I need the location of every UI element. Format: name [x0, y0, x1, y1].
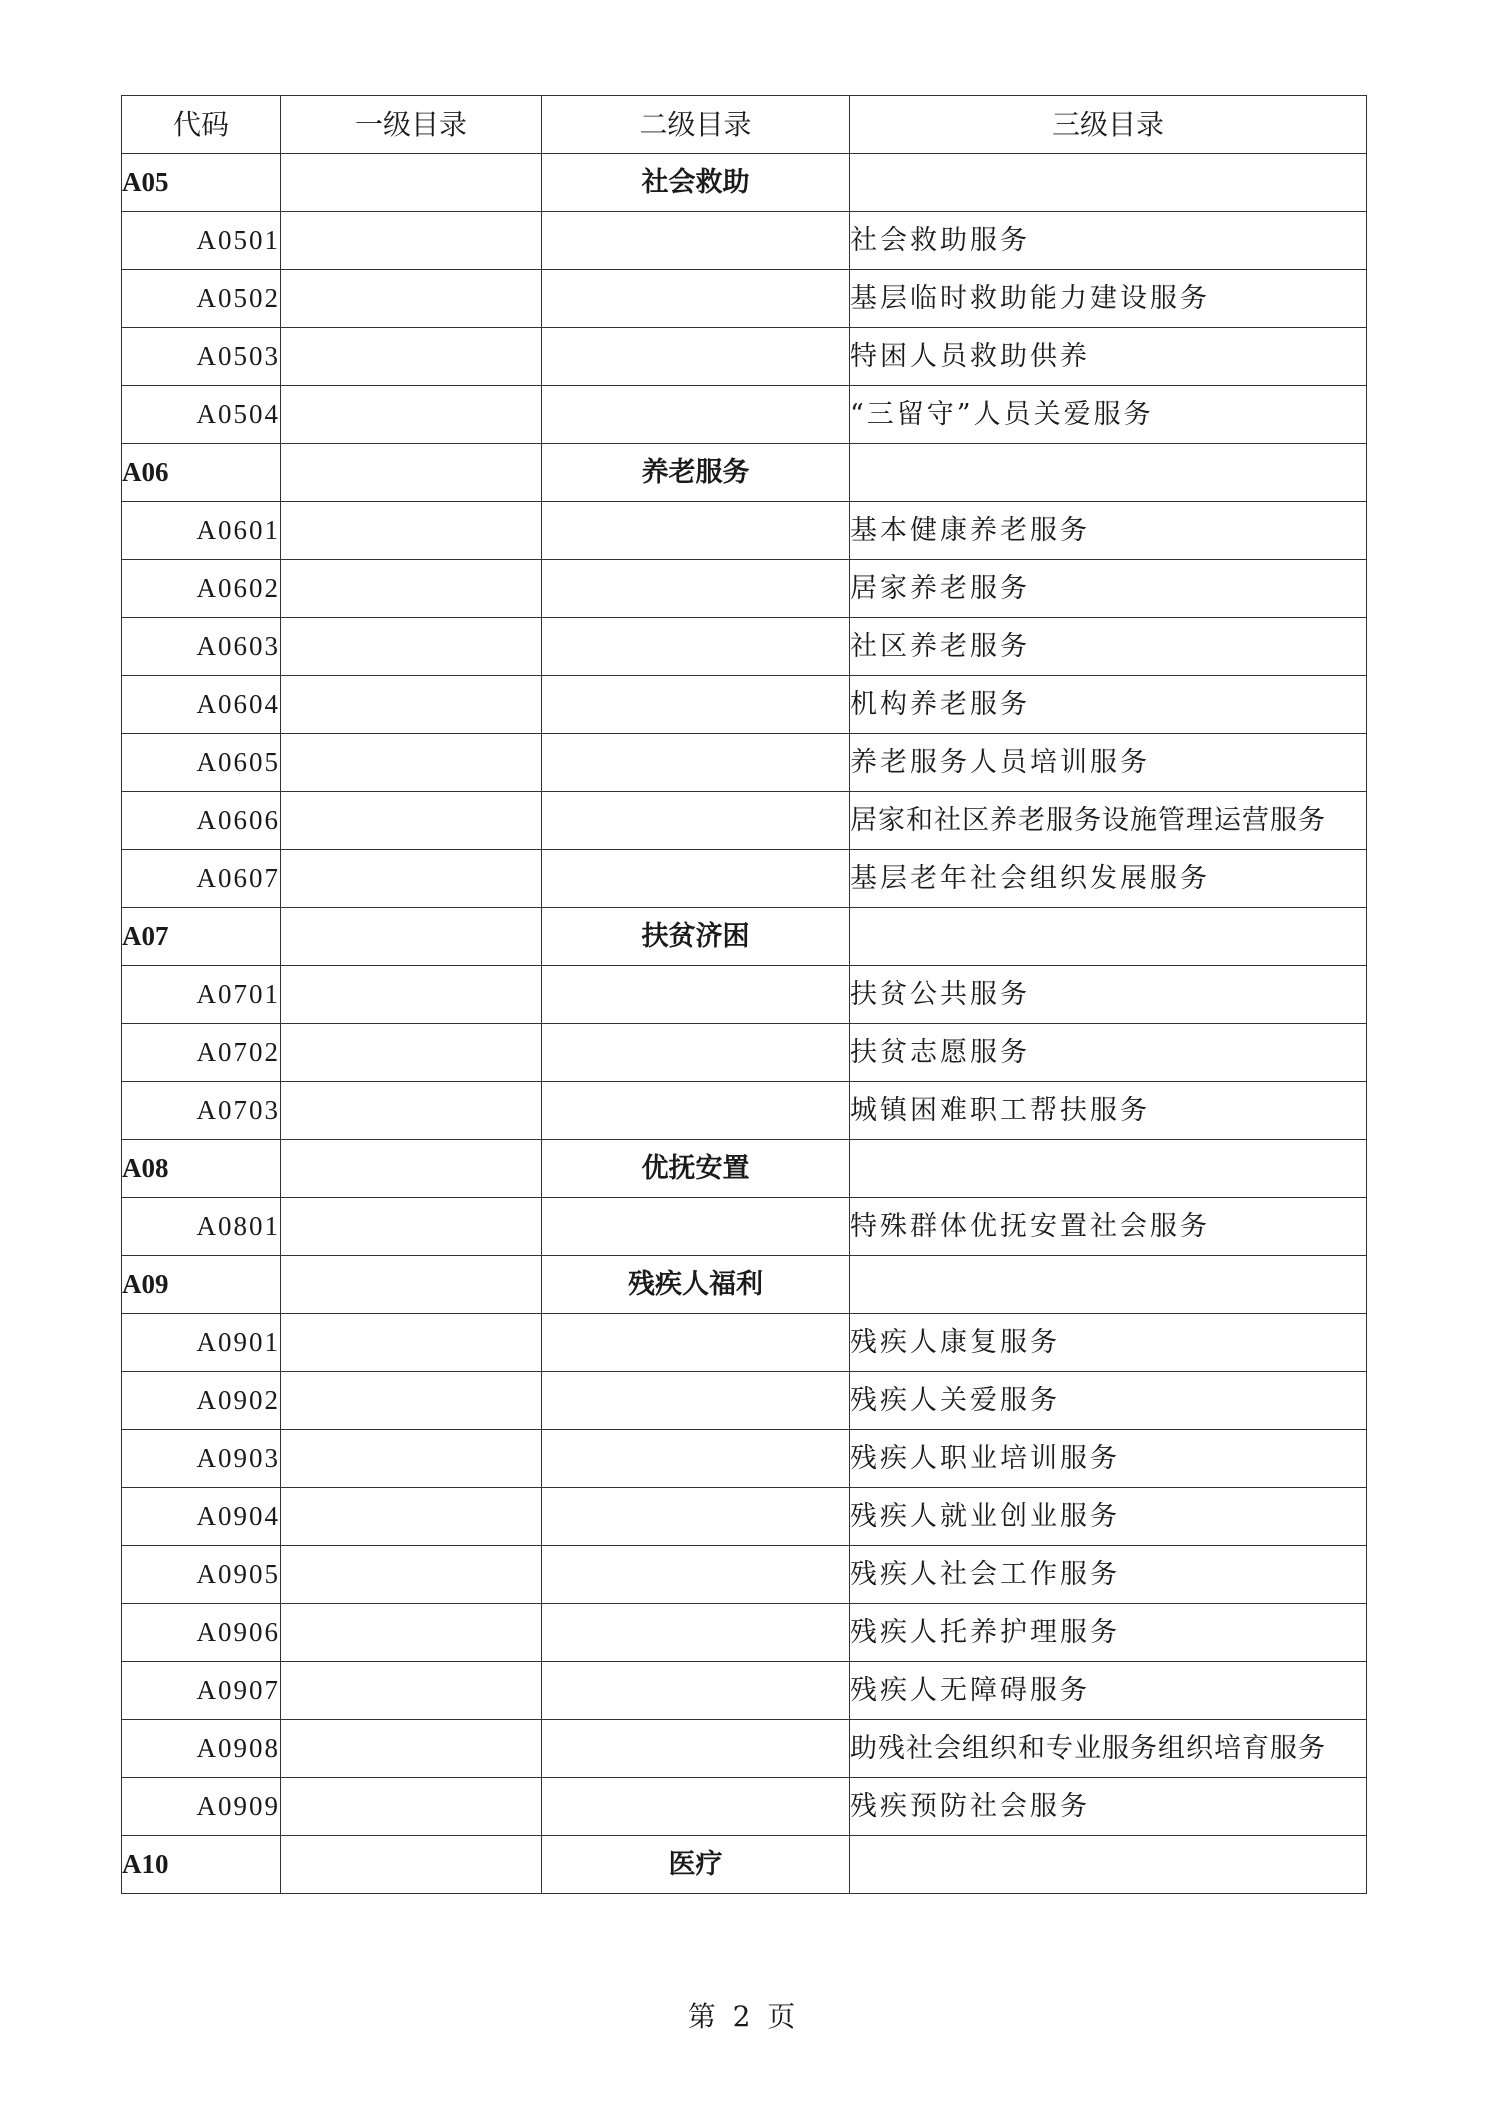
level3-cell: 基本健康养老服务 [850, 502, 1367, 560]
header-code: 代码 [122, 96, 281, 154]
level3-cell: 特殊群体优抚安置社会服务 [850, 1198, 1367, 1256]
code-cell: A0908 [122, 1720, 281, 1778]
level3-cell: 基层老年社会组织发展服务 [850, 850, 1367, 908]
level1-cell [281, 1198, 542, 1256]
level1-cell [281, 270, 542, 328]
level3-cell: 残疾人职业培训服务 [850, 1430, 1367, 1488]
code-cell: A0901 [122, 1314, 281, 1372]
level1-cell [281, 676, 542, 734]
code-cell: A09 [122, 1256, 281, 1314]
level2-cell [542, 1720, 850, 1778]
level1-cell [281, 1662, 542, 1720]
level1-cell [281, 386, 542, 444]
level3-cell: 残疾人康复服务 [850, 1314, 1367, 1372]
level1-cell [281, 1546, 542, 1604]
level2-cell [542, 1082, 850, 1140]
level1-cell [281, 1314, 542, 1372]
level3-cell: 助残社会组织和专业服务组织培育服务 [850, 1720, 1367, 1778]
level2-cell [542, 1024, 850, 1082]
level2-cell [542, 1430, 850, 1488]
category-row [122, 1140, 1367, 1198]
level3-cell: 特困人员救助供养 [850, 328, 1367, 386]
code-cell: A0601 [122, 502, 281, 560]
level2-cell [542, 270, 850, 328]
code-cell: A0603 [122, 618, 281, 676]
level3-cell: 社区养老服务 [850, 618, 1367, 676]
level1-cell [281, 212, 542, 270]
table-row [122, 502, 1367, 560]
code-cell: A0607 [122, 850, 281, 908]
level3-cell: 残疾预防社会服务 [850, 1778, 1367, 1836]
level2-cell [542, 1372, 850, 1430]
table-row [122, 1024, 1367, 1082]
level3-cell [850, 1256, 1367, 1314]
level1-cell [281, 966, 542, 1024]
table-row [122, 1546, 1367, 1604]
table-row [122, 850, 1367, 908]
level1-cell [281, 908, 542, 966]
code-cell: A0906 [122, 1604, 281, 1662]
table-row [122, 1604, 1367, 1662]
level1-cell [281, 1024, 542, 1082]
code-cell: A0902 [122, 1372, 281, 1430]
table-row [122, 792, 1367, 850]
level1-cell [281, 154, 542, 212]
level3-cell: 扶贫志愿服务 [850, 1024, 1367, 1082]
code-cell: A05 [122, 154, 281, 212]
level1-cell [281, 1256, 542, 1314]
table-row [122, 270, 1367, 328]
level2-cell [542, 676, 850, 734]
level2-cell [542, 734, 850, 792]
level1-cell [281, 1488, 542, 1546]
table-row [122, 212, 1367, 270]
level1-cell [281, 1778, 542, 1836]
catalog-table [121, 95, 1367, 1894]
level3-cell: 居家和社区养老服务设施管理运营服务 [850, 792, 1367, 850]
level1-cell [281, 792, 542, 850]
level1-cell [281, 734, 542, 792]
level1-cell [281, 1082, 542, 1140]
level1-cell [281, 502, 542, 560]
code-cell: A08 [122, 1140, 281, 1198]
header-row [122, 96, 1367, 154]
table-row [122, 1198, 1367, 1256]
level3-cell: 基层临时救助能力建设服务 [850, 270, 1367, 328]
level2-cell [542, 1314, 850, 1372]
level3-cell: 扶贫公共服务 [850, 966, 1367, 1024]
level3-cell: 居家养老服务 [850, 560, 1367, 618]
table-row [122, 618, 1367, 676]
header-level3: 三级目录 [850, 96, 1367, 154]
level3-cell: 残疾人关爱服务 [850, 1372, 1367, 1430]
table-row [122, 1430, 1367, 1488]
level2-cell [542, 560, 850, 618]
code-cell: A0502 [122, 270, 281, 328]
table-row [122, 734, 1367, 792]
code-cell: A0703 [122, 1082, 281, 1140]
category-row [122, 1256, 1367, 1314]
level2-cell [542, 1604, 850, 1662]
code-cell: A0503 [122, 328, 281, 386]
code-cell: A0903 [122, 1430, 281, 1488]
level2-cell [542, 1488, 850, 1546]
level1-cell [281, 1720, 542, 1778]
category-row [122, 444, 1367, 502]
table-row [122, 1314, 1367, 1372]
table-row [122, 328, 1367, 386]
level3-cell: “三留守”人员关爱服务 [850, 386, 1367, 444]
level3-cell [850, 1836, 1367, 1894]
code-cell: A0602 [122, 560, 281, 618]
level3-cell: 残疾人就业创业服务 [850, 1488, 1367, 1546]
level2-cell: 优抚安置 [542, 1140, 850, 1198]
code-cell: A0909 [122, 1778, 281, 1836]
table-row [122, 1720, 1367, 1778]
level1-cell [281, 328, 542, 386]
code-cell: A0605 [122, 734, 281, 792]
level1-cell [281, 618, 542, 676]
header-level2: 二级目录 [542, 96, 850, 154]
level2-cell [542, 1778, 850, 1836]
table-row [122, 1662, 1367, 1720]
level1-cell [281, 1372, 542, 1430]
level1-cell [281, 1604, 542, 1662]
level1-cell [281, 1430, 542, 1488]
table-row [122, 1372, 1367, 1430]
level2-cell [542, 618, 850, 676]
level1-cell [281, 850, 542, 908]
level3-cell: 残疾人托养护理服务 [850, 1604, 1367, 1662]
level2-cell: 养老服务 [542, 444, 850, 502]
code-cell: A07 [122, 908, 281, 966]
code-cell: A0702 [122, 1024, 281, 1082]
code-cell: A0504 [122, 386, 281, 444]
code-cell: A0501 [122, 212, 281, 270]
level3-cell [850, 444, 1367, 502]
level2-cell: 扶贫济困 [542, 908, 850, 966]
level2-cell [542, 1198, 850, 1256]
level2-cell [542, 792, 850, 850]
level2-cell [542, 850, 850, 908]
table-row [122, 676, 1367, 734]
code-cell: A0801 [122, 1198, 281, 1256]
level2-cell [542, 966, 850, 1024]
code-cell: A06 [122, 444, 281, 502]
level2-cell [542, 1662, 850, 1720]
table-row [122, 966, 1367, 1024]
level2-cell [542, 502, 850, 560]
level3-cell [850, 908, 1367, 966]
level2-cell: 残疾人福利 [542, 1256, 850, 1314]
code-cell: A0701 [122, 966, 281, 1024]
level3-cell: 城镇困难职工帮扶服务 [850, 1082, 1367, 1140]
table-body [122, 154, 1367, 1894]
level3-cell: 社会救助服务 [850, 212, 1367, 270]
level1-cell [281, 1836, 542, 1894]
code-cell: A0907 [122, 1662, 281, 1720]
level2-cell: 医疗 [542, 1836, 850, 1894]
header-level1: 一级目录 [281, 96, 542, 154]
code-cell: A0606 [122, 792, 281, 850]
page-number: 第 2 页 [687, 2000, 800, 2033]
category-row [122, 1836, 1367, 1894]
level1-cell [281, 560, 542, 618]
level1-cell [281, 1140, 542, 1198]
code-cell: A0604 [122, 676, 281, 734]
table-row [122, 386, 1367, 444]
table-header [122, 96, 1367, 154]
table-row [122, 1082, 1367, 1140]
code-cell: A0905 [122, 1546, 281, 1604]
level3-cell [850, 1140, 1367, 1198]
level2-cell: 社会救助 [542, 154, 850, 212]
code-cell: A0904 [122, 1488, 281, 1546]
level2-cell [542, 386, 850, 444]
level3-cell: 养老服务人员培训服务 [850, 734, 1367, 792]
table-row [122, 1778, 1367, 1836]
level2-cell [542, 212, 850, 270]
code-cell: A10 [122, 1836, 281, 1894]
level3-cell [850, 154, 1367, 212]
level3-cell: 残疾人社会工作服务 [850, 1546, 1367, 1604]
level3-cell: 机构养老服务 [850, 676, 1367, 734]
table-row [122, 1488, 1367, 1546]
level1-cell [281, 444, 542, 502]
table-row [122, 560, 1367, 618]
category-row [122, 154, 1367, 212]
level2-cell [542, 1546, 850, 1604]
level3-cell: 残疾人无障碍服务 [850, 1662, 1367, 1720]
category-row [122, 908, 1367, 966]
level2-cell [542, 328, 850, 386]
